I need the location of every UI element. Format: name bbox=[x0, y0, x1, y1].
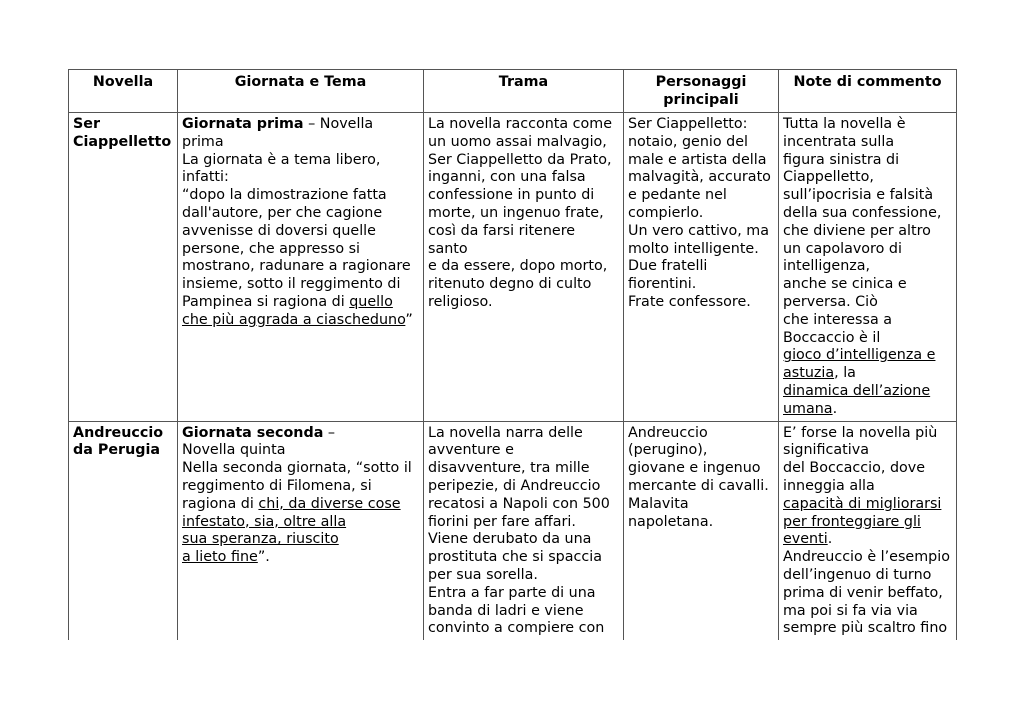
note-line: incentrata sulla bbox=[783, 133, 895, 150]
note-line: sull’ipocrisia e falsità bbox=[783, 187, 934, 204]
trama-line: così da farsi ritenere bbox=[428, 222, 576, 239]
tema-underlined: quello bbox=[349, 293, 393, 310]
note-underlined: umana bbox=[783, 400, 833, 417]
note-line: Tutta la novella è bbox=[783, 116, 906, 132]
note-line: intelligenza, bbox=[783, 258, 871, 275]
tema-text: Pampinea si ragiona di bbox=[182, 293, 350, 310]
giornata-heading bbox=[182, 116, 419, 134]
tema-underlined: a lieto fine bbox=[182, 549, 258, 566]
cell-trama bbox=[424, 113, 624, 422]
trama-line: santo bbox=[428, 240, 468, 257]
personaggi-line: male e artista della bbox=[628, 151, 767, 168]
cell-novella bbox=[69, 113, 178, 422]
note-line: Boccaccio è il bbox=[783, 329, 881, 346]
tema-text: ragiona di bbox=[182, 495, 259, 512]
note-line: perversa. Ciò bbox=[783, 293, 878, 310]
tema-line: dall'autore, per che cagione bbox=[182, 204, 383, 221]
trama-line: La novella narra delle bbox=[428, 424, 583, 441]
personaggi-line: (perugino), bbox=[628, 442, 708, 459]
trama-line: La novella racconta come bbox=[428, 116, 612, 132]
giornata-label: Giornata prima bbox=[182, 116, 304, 132]
novella-number: – bbox=[323, 424, 336, 441]
tema-line bbox=[182, 294, 419, 312]
table-row bbox=[69, 421, 957, 640]
tema-underlined: che più aggrada a ciascheduno bbox=[182, 311, 406, 328]
tema-text: ”. bbox=[257, 549, 270, 566]
tema-line bbox=[182, 549, 419, 567]
personaggi-line: giovane e ingenuo bbox=[628, 460, 761, 477]
cell-note bbox=[779, 421, 957, 640]
trama-line: e da essere, dopo morto, bbox=[428, 258, 608, 275]
tema-line: infatti: bbox=[182, 169, 229, 186]
novella-title-line: Ciappelletto bbox=[73, 133, 172, 150]
header-note: Note di commento bbox=[779, 70, 957, 113]
tema-underlined: infestato, sia, oltre alla bbox=[182, 513, 347, 530]
tema-underlined: sua speranza, riuscito bbox=[182, 531, 339, 548]
tema-line bbox=[182, 496, 419, 514]
giornata-heading bbox=[182, 425, 419, 443]
cell-trama bbox=[424, 421, 624, 640]
personaggi-line: molto intelligente. bbox=[628, 240, 759, 257]
personaggi-line: Malavita bbox=[628, 495, 689, 512]
header-personaggi-line2: principali bbox=[663, 91, 739, 108]
novella-title-line: Andreuccio bbox=[73, 424, 164, 441]
note-line: dell’ingenuo di turno bbox=[783, 566, 932, 583]
giornata-label: Giornata seconda bbox=[182, 424, 324, 441]
note-line: che interessa a bbox=[783, 311, 893, 328]
tema-text: ” bbox=[405, 311, 413, 328]
note-line: Andreuccio è l’esempio bbox=[783, 549, 950, 566]
note-line: anche se cinica e bbox=[783, 276, 907, 293]
trama-line: recatosi a Napoli con 500 bbox=[428, 495, 610, 512]
note-line: sempre più scaltro fino bbox=[783, 620, 948, 637]
personaggi-line: notaio, genio del bbox=[628, 133, 749, 150]
trama-line: religioso. bbox=[428, 293, 493, 310]
note-underlined: capacità di migliorarsi bbox=[783, 495, 942, 512]
note-line: inneggia alla bbox=[783, 477, 875, 494]
cell-giornata-tema bbox=[178, 113, 424, 422]
tema-line bbox=[182, 312, 419, 330]
personaggi-line: napoletana. bbox=[628, 513, 714, 530]
personaggi-line: Frate confessore. bbox=[628, 293, 751, 310]
trama-line: disavventure, tra mille bbox=[428, 460, 590, 477]
personaggi-line: Due fratelli bbox=[628, 258, 708, 275]
note-line bbox=[783, 365, 952, 383]
table-header-row bbox=[69, 70, 957, 113]
note-line: figura sinistra di bbox=[783, 151, 900, 168]
tema-line: persone, che appresso si bbox=[182, 240, 361, 257]
header-personaggi-line1: Personaggi bbox=[655, 74, 747, 90]
tema-underlined: chi, da diverse cose bbox=[258, 495, 401, 512]
note-line: significativa bbox=[783, 442, 869, 459]
trama-line: fiorini per fare affari. bbox=[428, 513, 576, 530]
note-line: un capolavoro di bbox=[783, 240, 902, 257]
novella-title-line: Ser bbox=[73, 116, 101, 132]
note-underlined: dinamica dell’azione bbox=[783, 382, 931, 399]
tema-line: prima bbox=[182, 133, 224, 150]
tema-line: insieme, sotto il reggimento di bbox=[182, 276, 401, 293]
note-underlined: gioco d’intelligenza e bbox=[783, 347, 936, 364]
cell-personaggi bbox=[624, 421, 779, 640]
novella-number: – Novella bbox=[303, 116, 374, 132]
note-text: . bbox=[832, 400, 838, 417]
personaggi-line: compierlo. bbox=[628, 204, 704, 221]
note-line bbox=[783, 401, 952, 419]
note-underlined: per fronteggiare gli bbox=[783, 513, 921, 530]
note-line bbox=[783, 531, 952, 549]
tema-line: avvenisse di doversi quelle bbox=[182, 222, 376, 239]
note-line: della sua confessione, bbox=[783, 204, 942, 221]
header-novella: Novella bbox=[69, 70, 178, 113]
trama-line: banda di ladri e viene bbox=[428, 602, 584, 619]
trama-line: Ser Ciappelletto da Prato, bbox=[428, 151, 612, 168]
personaggi-line: fiorentini. bbox=[628, 276, 697, 293]
note-underlined: astuzia bbox=[783, 365, 835, 382]
note-line: ma poi si fa via via bbox=[783, 602, 918, 619]
trama-line: inganni, con una falsa bbox=[428, 169, 586, 186]
trama-line: per sua sorella. bbox=[428, 566, 538, 583]
cell-personaggi bbox=[624, 113, 779, 422]
trama-line: un uomo assai malvagio, bbox=[428, 133, 607, 150]
header-trama: Trama bbox=[424, 70, 624, 113]
header-giornata-tema: Giornata e Tema bbox=[178, 70, 424, 113]
trama-line: prostituta che si spaccia bbox=[428, 549, 602, 566]
note-underlined: eventi bbox=[783, 531, 828, 548]
note-line: del Boccaccio, dove bbox=[783, 460, 926, 477]
note-text: , la bbox=[834, 365, 856, 382]
novelle-table bbox=[68, 69, 957, 640]
trama-line: peripezie, di Andreuccio bbox=[428, 477, 601, 494]
trama-line: Entra a far parte di una bbox=[428, 584, 596, 601]
note-line: Ciappelletto, bbox=[783, 169, 874, 186]
trama-line: Viene derubato da una bbox=[428, 531, 592, 548]
personaggi-line: mercante di cavalli. bbox=[628, 477, 769, 494]
personaggi-line: e pedante nel bbox=[628, 187, 727, 204]
trama-line: ritenuto degno di culto bbox=[428, 276, 592, 293]
trama-line: confessione in punto di bbox=[428, 187, 595, 204]
cell-novella bbox=[69, 421, 178, 640]
note-text: . bbox=[827, 531, 833, 548]
table-row bbox=[69, 113, 957, 422]
trama-line: avventure e bbox=[428, 442, 514, 459]
personaggi-line: Un vero cattivo, ma bbox=[628, 222, 769, 239]
note-line: E’ forse la novella più bbox=[783, 424, 938, 441]
cell-note bbox=[779, 113, 957, 422]
tema-line: mostrano, radunare a ragionare bbox=[182, 258, 411, 275]
trama-line: morte, un ingenuo frate, bbox=[428, 204, 604, 221]
tema-line: Novella quinta bbox=[182, 442, 286, 459]
tema-line: Nella seconda giornata, “sotto il bbox=[182, 460, 412, 477]
trama-line: convinto a compiere con bbox=[428, 620, 605, 637]
header-personaggi bbox=[624, 70, 779, 113]
tema-line: reggimento di Filomena, si bbox=[182, 477, 372, 494]
note-line: prima di venir beffato, bbox=[783, 584, 943, 601]
personaggi-line: Ser Ciappelletto: bbox=[628, 116, 748, 132]
personaggi-line: Andreuccio bbox=[628, 424, 708, 441]
note-line: che diviene per altro bbox=[783, 222, 931, 239]
tema-line: La giornata è a tema libero, bbox=[182, 151, 381, 168]
tema-line: “dopo la dimostrazione fatta bbox=[182, 187, 387, 204]
cell-giornata-tema bbox=[178, 421, 424, 640]
novella-title-line: da Perugia bbox=[73, 442, 161, 459]
personaggi-line: malvagità, accurato bbox=[628, 169, 771, 186]
